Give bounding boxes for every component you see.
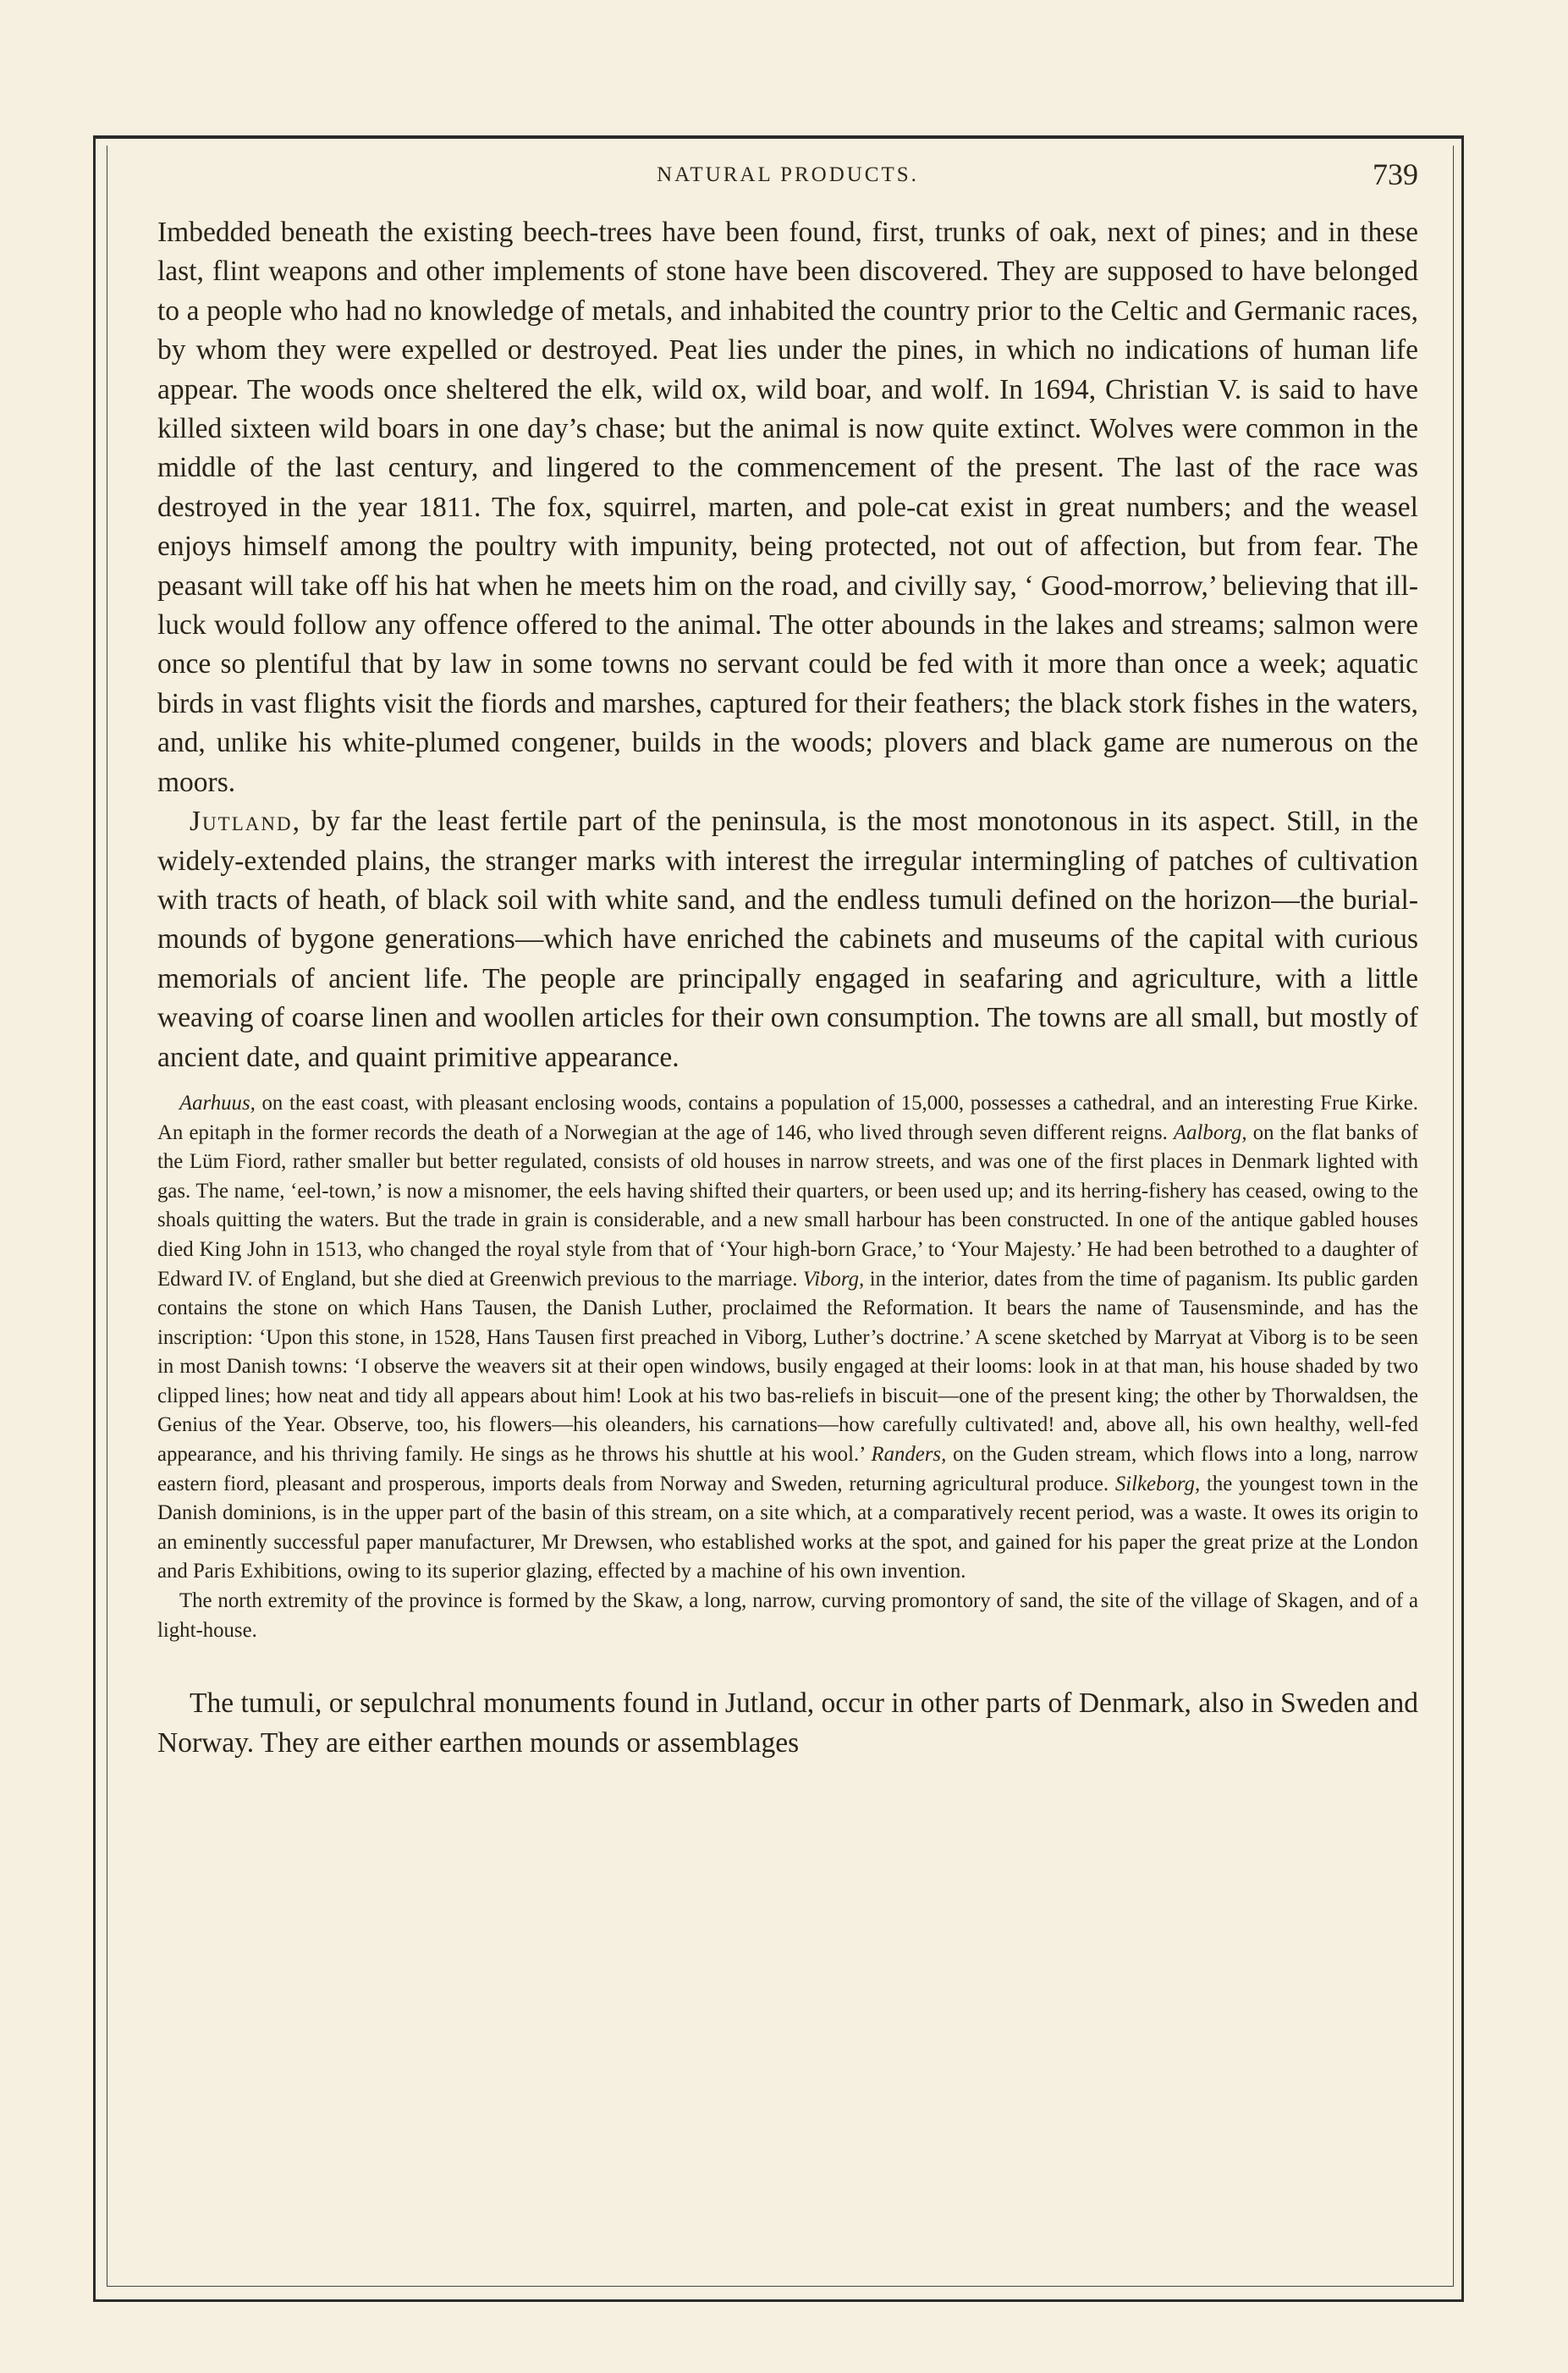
paragraph-natural-history: Imbedded beneath the existing beech-trees have been found, first, trunks of oak, next of pines; and in these last, flint weapons and other implements of stone have been discovered. They are supposed to have belonged to a people who had no knowledge of metals, and inhabited the country prior to the Celtic and Germanic races, by whom they were expelled or destroyed. Peat lies under the pines, in which no indications of human life appear. The woods once sheltered the elk, wild ox, wild boar, and wolf. In 1694, Christian V. is said to have killed sixteen wild boars in one day’s chase; but the animal is now quite extinct. Wolves were common in the middle of the last century, and lingered to the commencement of the present. The last of the race was destroyed in the year 1811. The fox, squirrel, marten, and pole-cat exist in great numbers; and the weasel enjoys himself among the poultry with impunity, being protected, not out of affection, but from fear. The peasant will take off his hat when he meets him on the road, and civilly say, ‘ Good-morrow,’ believing that ill-luck would follow any offence offered to the animal. The otter abounds in the lakes and streams; salmon were once so plentiful that by law in some towns no servant could be fed with it more than once a week; aquatic birds in vast flights visit the fiords and marshes, captured for their feathers; the black stork fishes in the waters, and, unlike his white-plumed congener, builds in the woods; plovers and black game are numerous on the moors. [157, 217, 1418, 798]
note-towns [157, 1089, 1418, 1587]
jutland-text: by far the least fertile part of the peninsula, is the most monotonous in its aspect. Still, in the widely-extended plains, the stranger marks with interest the irregular intermingling of patches of cultivation with tracts of heath, of black soil with white sand, and the endless tumuli defined on the horizon—the burial-mounds of bygone generations—which have enriched the cabinets and museums of the capital with curious memorials of ancient life. The people are principally engaged in seafaring and agriculture, with a little weaving of coarse linen and woollen articles for their own consumption. The towns are all small, but mostly of ancient date, and quaint primitive appearance. [157, 806, 1418, 1073]
place-silkeborg: Silkeborg, [1114, 1472, 1201, 1495]
aalborg-text: on the flat banks of the Lüm Fiord, rather smaller but better regulated, consists of old houses in narrow streets, and was one of the first places in Denmark lighted with gas. The name, ‘eel-town,’ is now a misnomer, the eels having shifted their quarters, or been used up; and its herring-fishery has ceased, owing to the shoals quitting the waters. But the trade in grain is considerable, and a new small harbour has been constructed. In one of the antique gabled houses died King John in 1513, who changed the royal style from that of ‘Your high-born Grace,’ to ‘Your Majesty.’ He had been betrothed to a daughter of Edward IV. of England, but she died at Greenwich previous to the marriage. [157, 1120, 1419, 1291]
page-number: 739 [1373, 157, 1418, 191]
note-skaw: The north extremity of the province is formed by the Skaw, a long, narrow, curving promontory of sand, the site of the village of Skagen, and of a light-house. [157, 1589, 1418, 1642]
place-aarhuus: Aarhuus, [179, 1091, 256, 1115]
jutland-lead: Jutland, [190, 806, 301, 838]
paragraph-tumuli: The tumuli, or sepulchral monuments found in Jutland, occur in other parts of Denmark, also in Sweden and Norway. They are either earthen mounds or assemblages [157, 1688, 1418, 1759]
aarhuus-text: on the east coast, with pleasant enclosing woods, contains a population of 15,000, possesses a cathedral, and an interesting Frue Kirke. An epitaph in the former records the death of a Norwegian at the age of 146, who lived through seven different reigns. [157, 1091, 1418, 1144]
place-randers: Randers, [871, 1443, 947, 1467]
running-head: NATURAL PRODUCTS. [657, 163, 919, 186]
viborg-text: in the interior, dates from the time of paganism. Its public garden contains the stone on which Hans Tausen, the Danish Luther, proclaimed the Reformation. It bears the name of Tausensminde, and has the inscription: ‘Upon this stone, in 1528, Hans Tausen first preached in Viborg, Luther’s doctrine.’ A scene sketched by Marryat at Viborg is to be seen in most Danish towns: ‘I observe the weavers sit at their open windows, busily engaged at their looms: look in at that man, his house shaded by two clipped lines; how neat and tidy all appears about him! Look at his two bas-reliefs in biscuit—one of the present king; the other by Thorwaldsen, the Genius of the Year. Observe, too, his flowers—his oleanders, his carnations—how carefully cultivated! and, above all, his own healthy, well-fed appearance, and his thriving family. He sings as he throws his shuttle at his wool.’ [157, 1267, 1418, 1467]
silkeborg-text: the youngest town in the Danish dominions, is in the upper part of the basin of this stream, on a site which, at a comparatively recent period, was a waste. It owes its origin to an eminently successful paper manufacturer, Mr Drewsen, who established works at the spot, and gained for his paper the great prize at the London and Paris Exhibitions, owing to its superior glazing, effected by a machine of his own invention. [157, 1472, 1418, 1583]
page-header [157, 157, 1418, 199]
place-aalborg: Aalborg, [1173, 1120, 1247, 1144]
randers-text: on the Guden stream, which flows into a long, narrow eastern fiord, pleasant and prosperous, imports deals from Norway and Sweden, returning agricultural produce. [157, 1443, 1418, 1495]
paragraph-jutland [157, 802, 1418, 1077]
place-viborg: Viborg, [802, 1267, 865, 1291]
towns-note-block [157, 1089, 1418, 1645]
page-body [157, 213, 1418, 1763]
